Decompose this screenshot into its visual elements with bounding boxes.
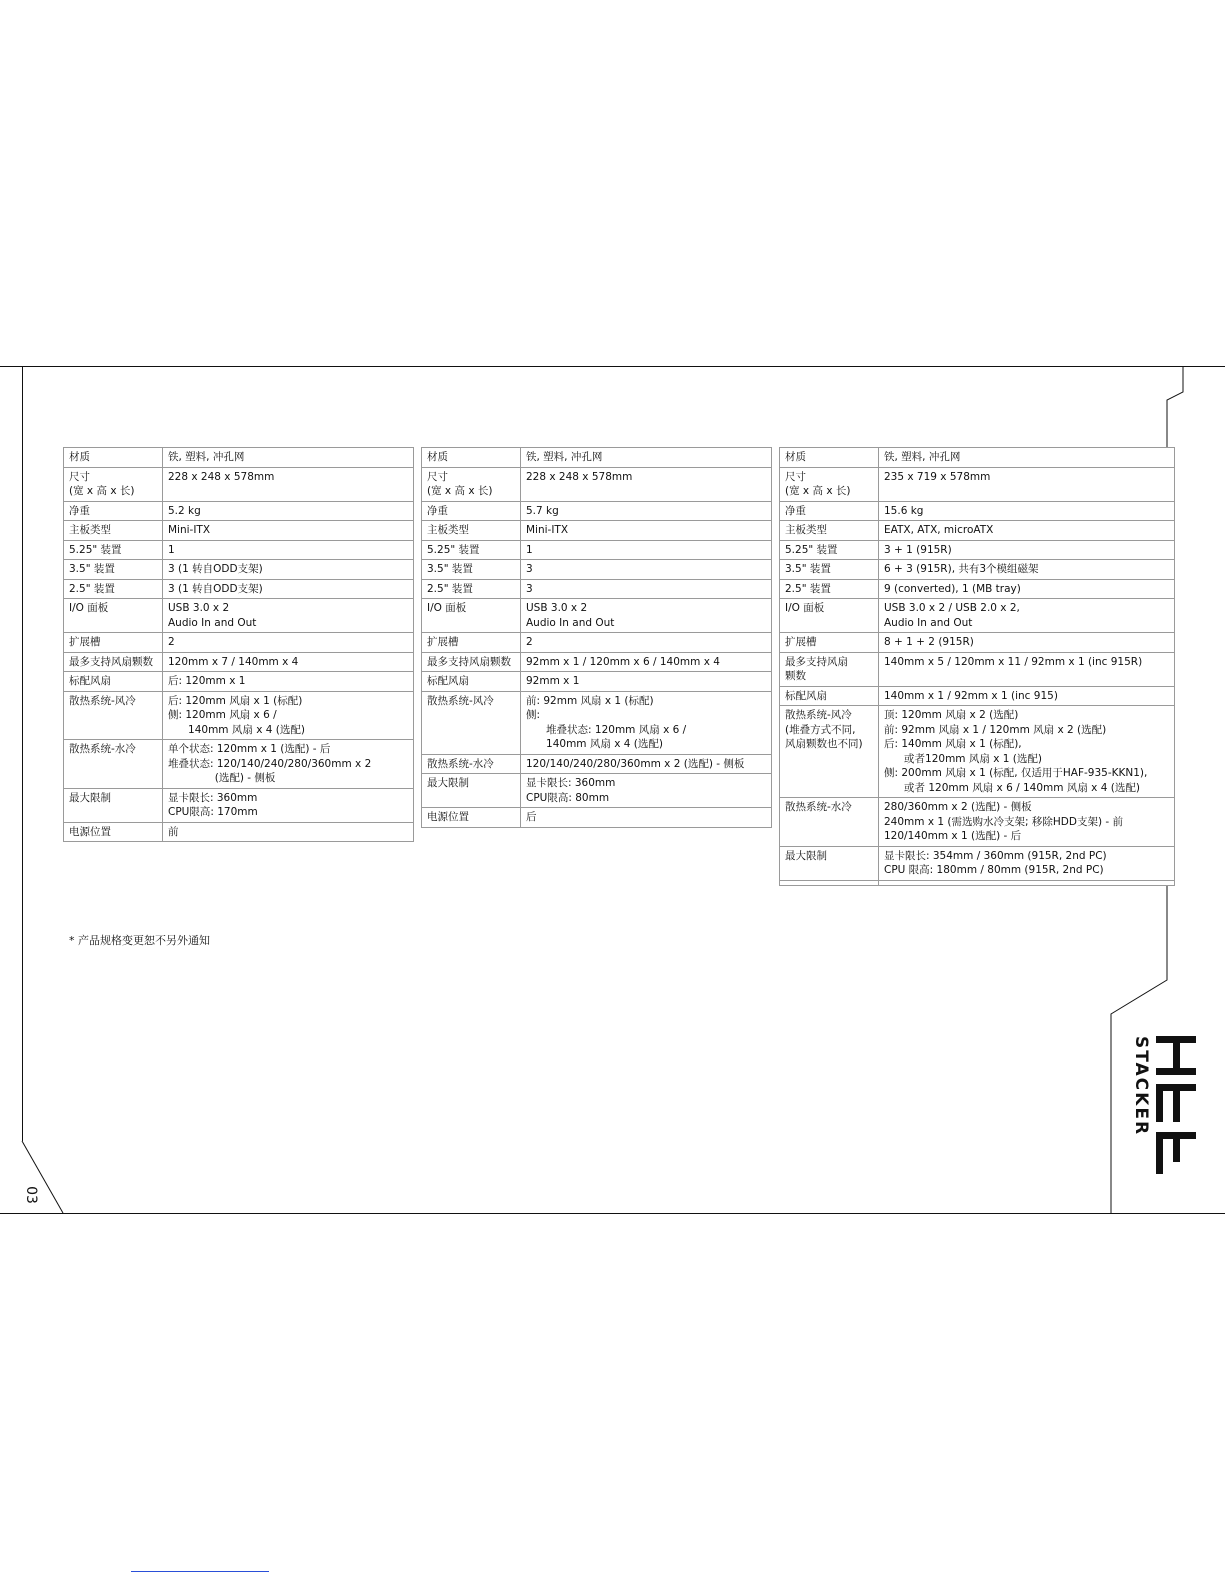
spec-row [64,467,414,501]
spec-value: 8 + 1 + 2 (915R) [879,633,1175,653]
spec-row [64,691,414,740]
spec-row [64,560,414,580]
spec-row [780,521,1175,541]
spec-row [422,521,772,541]
spec-value: 前 [163,822,414,842]
spec-row [780,448,1175,468]
spec-row [780,706,1175,798]
spec-label: 尺寸 (宽 x 高 x 长) [64,467,163,501]
spec-value [879,880,1175,885]
spec-value: 铁, 塑料, 冲孔网 [521,448,772,468]
spec-label: 最多支持风扇 颗数 [780,652,879,686]
spec-value: 280/360mm x 2 (选配) - 侧板 240mm x 1 (需选购水冷支架; 移除HDD支架) - 前 120/140mm x 1 (选配) - 后 [879,798,1175,847]
spec-row [64,448,414,468]
spec-row [780,798,1175,847]
spec-label: 电源位置 [422,808,521,828]
spec-row [422,501,772,521]
spec-value: 120mm x 7 / 140mm x 4 [163,652,414,672]
spec-row [780,880,1175,885]
spec-row [422,691,772,754]
spec-value: 3 + 1 (915R) [879,540,1175,560]
spec-label: 5.25" 装置 [64,540,163,560]
bottom-link-underline [131,1571,269,1572]
spec-value: 228 x 248 x 578mm [163,467,414,501]
spec-value: 显卡限长: 354mm / 360mm (915R, 2nd PC) CPU 限高: 180mm / 80mm (915R, 2nd PC) [879,846,1175,880]
spec-label: 散热系统-水冷 [780,798,879,847]
spec-label: 尺寸 (宽 x 高 x 长) [422,467,521,501]
spec-label: 扩展槽 [64,633,163,653]
spec-row [64,740,414,789]
spec-row [780,560,1175,580]
spec-label: 2.5" 装置 [780,579,879,599]
spec-change-footnote: * 产品规格变更恕不另外通知 [69,934,210,947]
spec-label: 最大限制 [422,774,521,808]
page-number: 03 [23,1186,39,1204]
spec-row [780,846,1175,880]
spec-value: 1 [163,540,414,560]
spec-row [64,540,414,560]
spec-label [780,880,879,885]
spec-value: 5.2 kg [163,501,414,521]
spec-row [422,672,772,692]
spec-row [64,633,414,653]
spec-label: 散热系统-风冷 [422,691,521,754]
spec-label: 最大限制 [780,846,879,880]
spec-value: 铁, 塑料, 冲孔网 [163,448,414,468]
spec-row [64,521,414,541]
spec-value: EATX, ATX, microATX [879,521,1175,541]
spec-row [64,672,414,692]
spec-value: 235 x 719 x 578mm [879,467,1175,501]
spec-value: 140mm x 1 / 92mm x 1 (inc 915) [879,686,1175,706]
spec-value: 后: 120mm 风扇 x 1 (标配) 侧: 120mm 风扇 x 6 / 140mm 风扇 x 4 (选配) [163,691,414,740]
spec-row [64,652,414,672]
spec-value: 铁, 塑料, 冲孔网 [879,448,1175,468]
spec-value: Mini-ITX [521,521,772,541]
spec-row [422,560,772,580]
spec-value: 后 [521,808,772,828]
spec-label: 净重 [422,501,521,521]
spec-label: I/O 面板 [780,599,879,633]
spec-label: 标配风扇 [780,686,879,706]
spec-label: 2.5" 装置 [422,579,521,599]
spec-value: USB 3.0 x 2 Audio In and Out [521,599,772,633]
spec-label: 最大限制 [64,788,163,822]
spec-value: Mini-ITX [163,521,414,541]
spec-value: 显卡限长: 360mm CPU限高: 80mm [521,774,772,808]
spec-value: 3 [521,560,772,580]
spec-label: 主板类型 [64,521,163,541]
spec-row [780,540,1175,560]
spec-label: 净重 [780,501,879,521]
spec-label: 2.5" 装置 [64,579,163,599]
spec-row [780,501,1175,521]
spec-table-3 [779,447,1175,886]
spec-value: 6 + 3 (915R), 共有3个模组磁架 [879,560,1175,580]
spec-value: 3 (1 转自ODD支架) [163,579,414,599]
spec-table-2 [421,447,772,828]
spec-label: 散热系统-水冷 [64,740,163,789]
spec-value: 3 [521,579,772,599]
spec-label: 扩展槽 [422,633,521,653]
spec-label: 3.5" 装置 [780,560,879,580]
spec-value: 5.7 kg [521,501,772,521]
spec-value: 前: 92mm 风扇 x 1 (标配) 侧: 堆叠状态: 120mm 风扇 x 6 / 140mm 风扇 x 4 (选配) [521,691,772,754]
spec-label: 标配风扇 [64,672,163,692]
spec-label: 最多支持风扇颗数 [64,652,163,672]
spec-row [780,652,1175,686]
spec-label: 尺寸 (宽 x 高 x 长) [780,467,879,501]
spec-value: 单个状态: 120mm x 1 (选配) - 后 堆叠状态: 120/140/240/280/360mm x 2 (选配) - 侧板 [163,740,414,789]
spec-label: 材质 [64,448,163,468]
spec-value: USB 3.0 x 2 Audio In and Out [163,599,414,633]
spec-row [422,448,772,468]
spec-row [780,579,1175,599]
spec-row [422,599,772,633]
spec-label: I/O 面板 [64,599,163,633]
spec-value: 92mm x 1 [521,672,772,692]
spec-label: 材质 [422,448,521,468]
spec-value: 后: 120mm x 1 [163,672,414,692]
spec-value: 2 [521,633,772,653]
spec-value: 3 (1 转自ODD支架) [163,560,414,580]
spec-row [422,652,772,672]
spec-row [422,579,772,599]
spec-label: 净重 [64,501,163,521]
spec-value: 显卡限长: 360mm CPU限高: 170mm [163,788,414,822]
spec-label: 扩展槽 [780,633,879,653]
spec-label: 主板类型 [780,521,879,541]
spec-value: 1 [521,540,772,560]
spec-label: 5.25" 装置 [422,540,521,560]
spec-value: 140mm x 5 / 120mm x 11 / 92mm x 1 (inc 915R) [879,652,1175,686]
spec-row [422,808,772,828]
spec-value: 2 [163,633,414,653]
spec-row [64,822,414,842]
spec-value: 顶: 120mm 风扇 x 2 (选配) 前: 92mm 风扇 x 1 / 120mm 风扇 x 2 (选配) 后: 140mm 风扇 x 1 (标配), 或者120mm 风扇 x 1 (选配) 侧: 200mm 风扇 x 1 (标配, 仅适用于HAF-935-KKN1), 或者 120mm 风扇 x 6 / 140mm 风扇 x 4 (选配) [879,706,1175,798]
spec-table-1 [63,447,414,842]
spec-row [422,754,772,774]
spec-label: 散热系统-风冷 [64,691,163,740]
spec-row [780,467,1175,501]
spec-row [422,540,772,560]
spec-label: 标配风扇 [422,672,521,692]
spec-row [64,599,414,633]
spec-label: 最多支持风扇颗数 [422,652,521,672]
spec-label: 电源位置 [64,822,163,842]
spec-label: 3.5" 装置 [422,560,521,580]
spec-label: 3.5" 装置 [64,560,163,580]
spec-row [64,788,414,822]
spec-row [64,501,414,521]
spec-value: 120/140/240/280/360mm x 2 (选配) - 侧板 [521,754,772,774]
spec-label: 5.25" 装置 [780,540,879,560]
spec-row [422,467,772,501]
spec-row [64,579,414,599]
spec-row [422,774,772,808]
spec-label: 散热系统-风冷 (堆叠方式不同, 风扇颗数也不同) [780,706,879,798]
spec-value: 92mm x 1 / 120mm x 6 / 140mm x 4 [521,652,772,672]
spec-label: I/O 面板 [422,599,521,633]
spec-label: 主板类型 [422,521,521,541]
spec-value: 228 x 248 x 578mm [521,467,772,501]
svg-text:STACKER: STACKER [1131,1036,1151,1137]
spec-row [780,686,1175,706]
spec-label: 材质 [780,448,879,468]
spec-row [780,599,1175,633]
spec-label: 散热系统-水冷 [422,754,521,774]
haf-stacker-logo [1126,1032,1198,1182]
spec-value: 9 (converted), 1 (MB tray) [879,579,1175,599]
spec-value: 15.6 kg [879,501,1175,521]
spec-row [780,633,1175,653]
spec-value: USB 3.0 x 2 / USB 2.0 x 2, Audio In and Out [879,599,1175,633]
spec-row [422,633,772,653]
